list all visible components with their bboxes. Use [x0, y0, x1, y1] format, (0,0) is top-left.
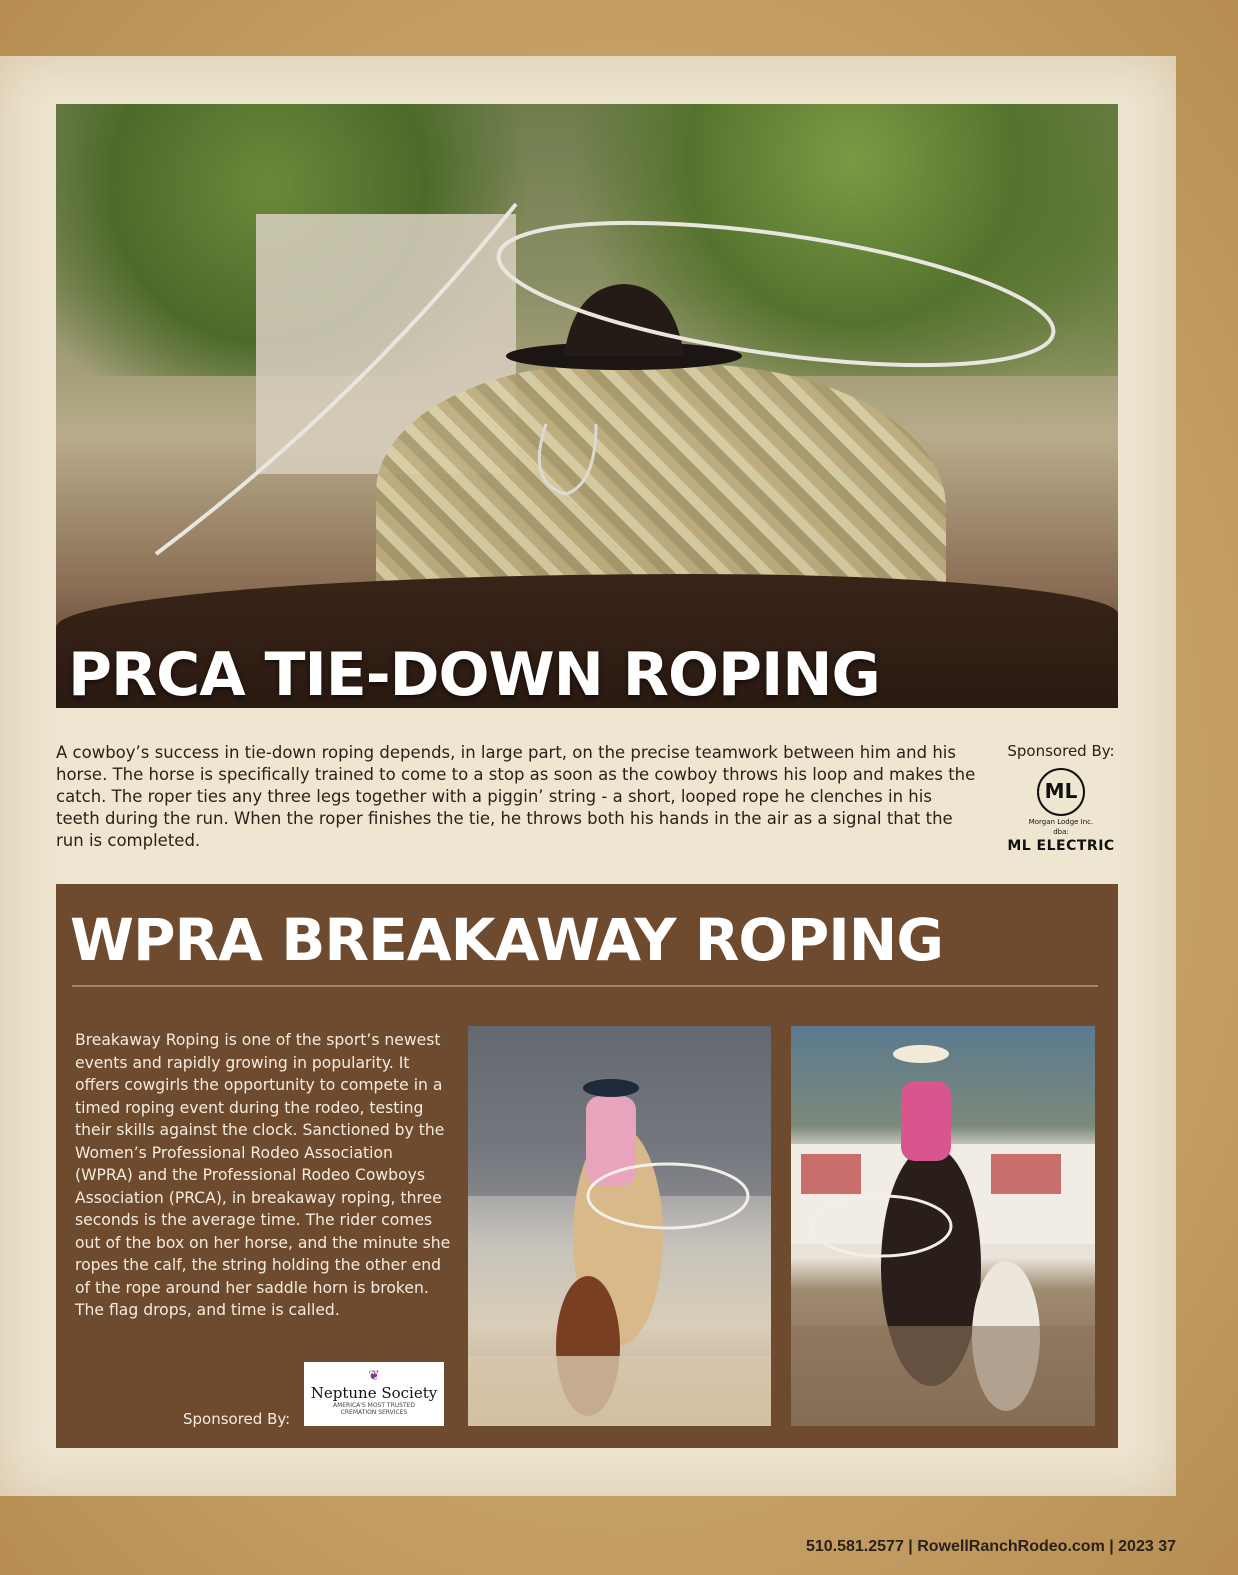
breakaway-roping-description: Breakaway Roping is one of the sport’s newest events and rapidly growing in popularity. It offers cowgirls the opportunity to compete in a timed roping event during the rodeo, testing their skills against the clock. Sanctioned by the Women’s Professional Rodeo Association (WPRA) and the Professional Rodeo Cowboys Association (PRCA), in breakaway roping, three seconds is the average time. The rider comes out of the box on her horse, and the minute she ropes the calf, the string holding the other end of the rope around her saddle horn is broken. The flag drops, and time is called. — [75, 1031, 451, 1319]
sponsor-block-ml-electric — [996, 742, 1126, 854]
section-title-tie-down-roping: PRCA TIE-DOWN ROPING — [68, 640, 880, 710]
ml-electric-logo-icon: ML — [1037, 768, 1085, 816]
sponsor-name: Neptune Society — [310, 1384, 438, 1402]
sponsor-company-name: Morgan Lodge Inc. — [1028, 818, 1094, 826]
photo-illustration — [791, 1026, 1095, 1426]
photo-cowgirl-roping-calf-2 — [791, 1026, 1095, 1426]
hero-photo-tie-down-roper — [56, 104, 1118, 708]
neptune-society-logo — [304, 1362, 444, 1426]
page-footer: 510.581.2577 | RowellRanchRodeo.com | 2023 37 — [805, 1538, 1176, 1555]
breakaway-roping-panel — [56, 884, 1118, 1448]
butterfly-icon: ❦ — [368, 1368, 380, 1384]
sponsor-dba: dba: — [1053, 828, 1069, 836]
photo-illustration — [468, 1026, 771, 1426]
divider — [72, 985, 1098, 987]
photo-cowgirl-roping-calf-1 — [468, 1026, 771, 1426]
sponsor-name: ML ELECTRIC — [1007, 838, 1115, 854]
sponsor-tagline: CREMATION SERVICES — [340, 1409, 408, 1416]
section-title-breakaway-roping: WPRA BREAKAWAY ROPING — [70, 906, 943, 974]
sponsor-label: Sponsored By: — [183, 1410, 291, 1428]
sponsor-label: Sponsored By: — [1007, 742, 1115, 760]
tie-down-roping-description: A cowboy’s success in tie-down roping depends, in large part, on the precise teamwork between him and his horse. The horse is specifically trained to come to a stop as soon as the cowboy throws his loop and makes the catch. The roper ties any three legs together with a piggin’ string - a short, looped rope he clenches in his teeth during the run. When the roper finishes the tie, he throws both his hands in the air as a signal that the run is completed. — [56, 743, 976, 850]
sponsor-tagline: AMERICA'S MOST TRUSTED — [332, 1402, 416, 1409]
